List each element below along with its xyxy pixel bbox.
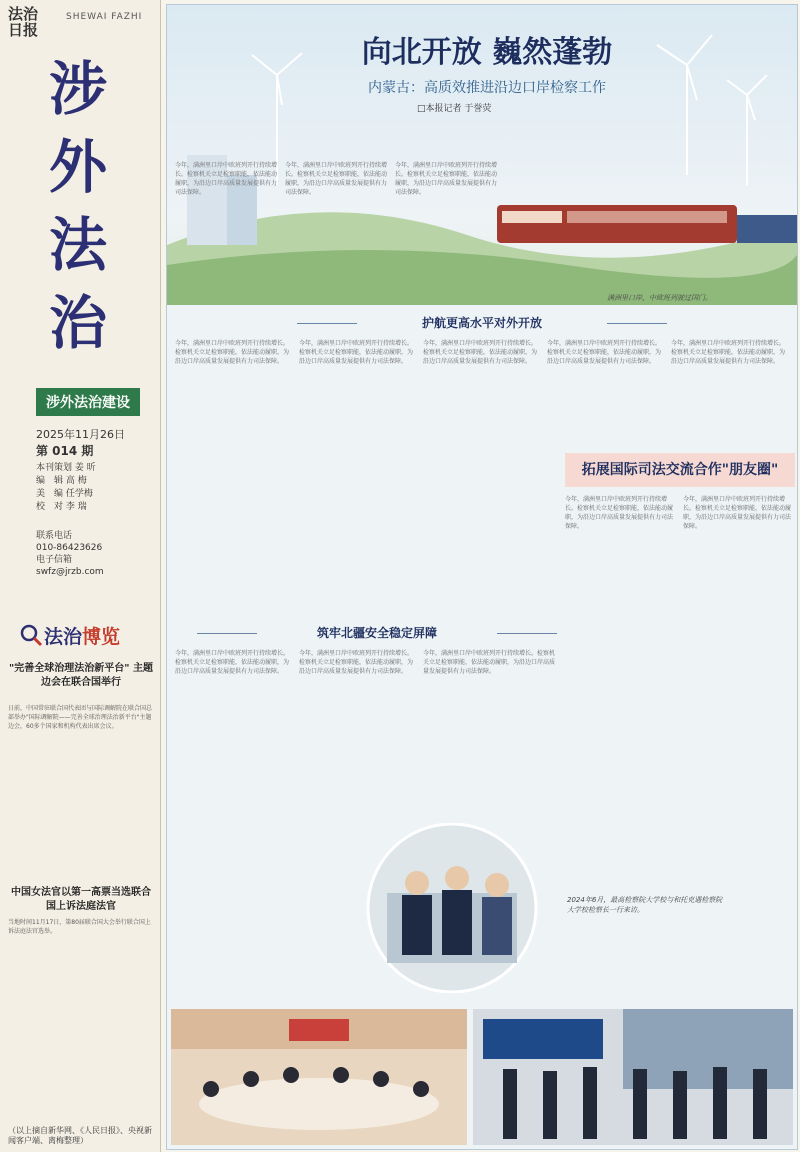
side-news-body-2: 当地时间11月17日，第80届联合国大会举行联合国上诉法庭法官选举。	[8, 919, 151, 935]
staff-proofreader: 校 对 李 瑞	[36, 502, 87, 512]
hero-caption: 满洲里口岸，中欧班列驶过国门。	[607, 294, 712, 302]
section-title-3: 拓展国际司法交流合作"朋友圈"	[581, 462, 779, 478]
section-header-2	[197, 623, 557, 643]
body-col-9: 今年，满洲里口岸中欧班列开行持续增长。检察机关立足检察职能，依法能动履职，为沿边口岸高质量发展提供有力司法保障。	[299, 650, 414, 675]
email-label: 电子信箱	[36, 555, 73, 565]
body-col-5: 今年，满洲里口岸中欧班列开行持续增长。检察机关立足检察职能，依法能动履职，为沿边口岸高质量发展提供有力司法保障。	[671, 340, 786, 365]
masthead-pinyin: SHEWAI FAZHI	[66, 12, 143, 22]
sidebar	[0, 0, 161, 1152]
section-header-1	[297, 313, 667, 333]
bolan-prefix: 法治	[44, 626, 83, 648]
section-title-2: 筑牢北疆安全稳定屏障	[316, 626, 437, 640]
body-col-8: 今年，满洲里口岸中欧班列开行持续增长。检察机关立足检察职能，依法能动履职，为沿边口岸高质量发展提供有力司法保障。	[175, 650, 290, 675]
side-news-body-1: 日前，中国常驻联合国代表团与国际调解院在联合国总部举办"国际调解院——完善全球治理法治新平台"主题边会，60多个国家和机构代表出席会议。	[8, 705, 153, 730]
body-col-1: 今年，满洲里口岸中欧班列开行持续增长。检察机关立足检察职能，依法能动履职，为沿边口岸高质量发展提供有力司法保障。	[175, 340, 290, 365]
main-article	[166, 4, 798, 1150]
subhead: 内蒙古：高质效推进沿边口岸检察工作	[368, 80, 606, 96]
masthead	[8, 6, 152, 46]
body-col-7: 今年，满洲里口岸中欧班列开行持续增长。检察机关立足检察职能，依法能动履职，为沿边口岸高质量发展提供有力司法保障。	[683, 496, 792, 530]
body-col-6: 今年，满洲里口岸中欧班列开行持续增长。检察机关立足检察职能，依法能动履职，为沿边口岸高质量发展提供有力司法保障。	[565, 496, 674, 530]
issue-number: 第 014 期	[36, 444, 94, 458]
masthead-title: 法治日报	[8, 5, 39, 39]
side-news-title-1[interactable]: "完善全球治理法治新平台" 主题边会在联合国举行	[9, 663, 153, 688]
intro-col-3: 今年，满洲里口岸中欧班列开行持续增长。检察机关立足检察职能，依法能动履职，为沿边口岸高质量发展提供有力司法保障。	[395, 162, 498, 196]
contact-email[interactable]: swfz@jrzb.com	[36, 567, 104, 577]
staff-editor: 编 辑 高 梅	[36, 476, 87, 486]
staff-designer: 美 编 任学梅	[36, 489, 93, 499]
bolan-header	[18, 622, 146, 652]
intro-col-2: 今年，满洲里口岸中欧班列开行持续增长。检察机关立足检察职能，依法能动履职，为沿边口岸高质量发展提供有力司法保障。	[285, 162, 388, 196]
topic-char-1: 涉	[48, 55, 107, 123]
contact-label: 联系电话	[36, 531, 73, 541]
photo-caption: 2024年6月，最高检察院大学校与和托克遇检察院大学校检察长一行来访。	[567, 896, 723, 914]
section-title-1: 护航更高水平对外开放	[421, 316, 542, 330]
contact-info	[36, 530, 104, 578]
topic-char-4: 治	[48, 289, 107, 357]
section-header-3	[565, 453, 795, 487]
section-name: 涉外法治建设	[36, 388, 140, 416]
bolan-title	[44, 622, 120, 649]
staff-planner: 本刊策划 姜 昕	[36, 463, 96, 473]
body-col-2: 今年，满洲里口岸中欧班列开行持续增长。检察机关立足检察职能，依法能动履职，为沿边口岸高质量发展提供有力司法保障。	[299, 340, 414, 365]
body-col-10: 今年，满洲里口岸中欧班列开行持续增长。检察机关立足检察职能，依法能动履职，为沿边口岸高质量发展提供有力司法保障。	[423, 650, 556, 675]
staff-list	[36, 462, 96, 514]
body-col-4: 今年，满洲里口岸中欧班列开行持续增长。检察机关立足检察职能，依法能动履职，为沿边口岸高质量发展提供有力司法保障。	[547, 340, 662, 365]
magnifier-icon	[18, 622, 44, 648]
side-footer: （以上摘自新华网、《人民日报》、央视新闻客户端、离梅整理）	[8, 1126, 152, 1145]
issue-date: 2025年11月26日	[36, 428, 125, 441]
topic-title	[28, 50, 128, 362]
contact-phone: 010-86423626	[36, 543, 103, 553]
topic-char-2: 外	[48, 133, 107, 201]
banquet-photo	[171, 1009, 467, 1145]
inspection-photo	[473, 1009, 793, 1145]
intro-col-1: 今年，满洲里口岸中欧班列开行持续增长。检察机关立足检察职能，依法能动履职，为沿边口岸高质量发展提供有力司法保障。	[175, 162, 278, 196]
topic-char-3: 法	[48, 211, 107, 279]
bolan-suffix: 博览	[82, 626, 121, 648]
side-news-title-2[interactable]: 中国女法官以第一高票当选联合国上诉法庭法官	[11, 887, 151, 912]
meeting-photo-circle	[347, 823, 557, 993]
byline: □本报记者 于誉荧	[417, 104, 492, 114]
headline: 向北开放 巍然蓬勃	[361, 35, 613, 70]
body-col-3: 今年，满洲里口岸中欧班列开行持续增长。检察机关立足检察职能，依法能动履职，为沿边口岸高质量发展提供有力司法保障。	[423, 340, 538, 365]
